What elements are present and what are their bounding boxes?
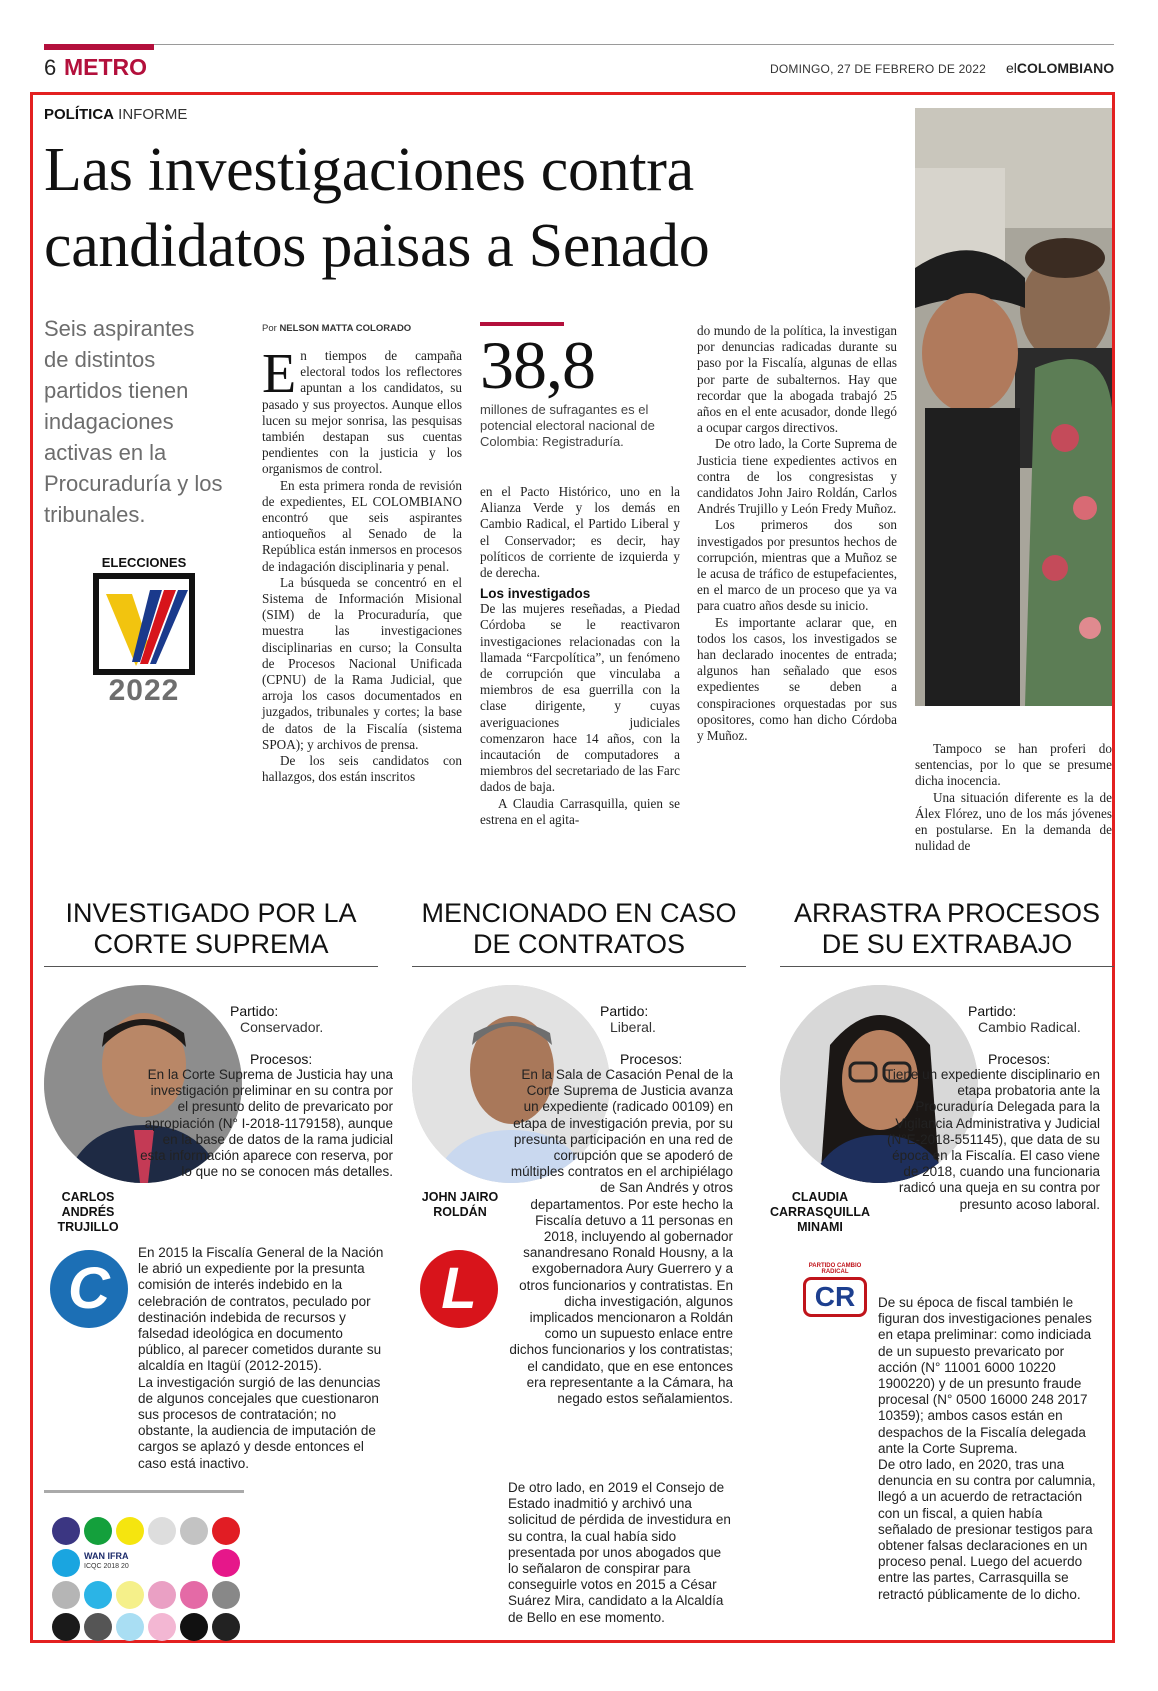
article-column-3: do mundo de la política, la investigan por denuncias radicadas durante su paso por la Fiscalía, algunas de ellas por parte de subalternos. Hay que recordar que la abogada trabajó 25 años en el ente acusador, donde llegó a ocupar cargos directivos. De otro lado, la Corte Suprema de Justicia tiene expedientes activos en contra de los congresistas y candidatos John Jairo Roldán, Carlos Andrés Trujillo y León Fredy Muñoz. Los primeros dos son investigados por presuntos hechos de corrupción, mientras que a Muñoz se le acusa de tráfico de estupefacientes, en el marco de un proceso que ya va para cuatro años desde su inicio. Es importante aclarar que, en todos los casos, los investigados se han declarado inocentes de entrada; algunos han señalado que esos expedientes se deben a conspiraciones orquestadas por sus opositores, como han dicho Córdoba y Muñoz.: [697, 323, 897, 744]
drop-cap: E: [262, 343, 297, 405]
section-name: METRO: [64, 54, 148, 80]
headline: Las investigaciones contra candidatos paisas a Senado: [44, 136, 710, 280]
byline: Por NELSON MATTA COLORADO: [262, 323, 412, 334]
box3-divider: [780, 966, 1114, 967]
cambio-radical-logo: PARTIDO CAMBIO RADICAL CR: [800, 1263, 870, 1317]
page-number: 6: [44, 55, 57, 80]
stat-number: 38,8: [480, 327, 595, 403]
print-rule: [44, 1490, 244, 1493]
check-mark-icon: [92, 572, 196, 676]
box3-text-a: Tiene un expediente disciplinario en etapa probatoria ante la Procuraduría Delegada para la Vigilancia Administrativa y Judicial (N°E-2018-551145), que data de su época en la Fiscalía. El caso viene de 2018, cuando una funcionaria radicó una queja en su contra por presunto acoso laboral.: [885, 1067, 1100, 1212]
lede: Seis aspirantes de distintos partidos tienen indagaciones activas en la Procuraduría y los tribunales.: [44, 316, 223, 527]
color-calibration-marks: [52, 1517, 242, 1637]
elections-2022-logo: ELECCIONES 2022: [92, 555, 196, 705]
box3-candidate-name: CLAUDIA CARRASQUILLA MINAMI: [770, 1190, 870, 1234]
box1-partido: Conservador.: [240, 1019, 324, 1035]
stat-caption: millones de sufragantes es el potencial electoral nacional de Colombia: Registraduría.: [480, 402, 655, 449]
box3-partido: Cambio Radical.: [978, 1019, 1081, 1035]
box2-text-a: En la Sala de Casación Penal de la Corte Suprema de Justicia avanza un expediente (radicado 00109) en etapa de investigación previa, por su presunta participación en una red de corrupción que se apoderó de múltiples contratos en el archipiélago de San Andrés y otros departamentos. Por este hecho la Fiscalía detuvo a 11 personas en 2018, incluyendo al gobernador sanandresano Ronald Housny, a la exgobernadora Aury Guerrero y a otros funcionarios y contratistas. En dicha investigación, algunos implicados mencionaron a Roldán como un supuesto enlace entre dichos funcionarios y los contratistas; el candidato, que en ese entonces era representante a la Cámara, ha negado estos señalamientos.: [509, 1067, 733, 1407]
kicker: POLÍTICA INFORME: [44, 106, 188, 123]
box2-text-b: De otro lado, en 2019 el Consejo de Estado inadmitió y archivó una solicitud de pérdida de investidura en su contra, la cual había sido presentada por unos abogados que lo señalaron de conspirar para conseguirle votos en 2015 a César Suárez Mira, candidato a la Alcaldía de Bello en ese momento.: [508, 1480, 731, 1625]
box1-partido-label: Partido:: [230, 1003, 279, 1019]
box2-title: MENCIONADO EN CASO DE CONTRATOS: [421, 898, 737, 959]
box1-divider: [44, 966, 378, 967]
article-column-4: Tampoco se han proferi do sentencias, por lo que se presume dicha inocencia. Una situación diferente es la de Álex Flórez, uno de los más jóvenes en postularse. En la demanda de nulidad de: [915, 741, 1112, 854]
newspaper-name: elCOLOMBIANO: [1006, 60, 1115, 76]
box3-partido-label: Partido:: [968, 1003, 1017, 1019]
subhead-investigados: Los investigados: [480, 586, 591, 602]
icqc-label: ICQC 2018 20: [84, 1563, 129, 1570]
box1-title: INVESTIGADO POR LA CORTE SUPREMA: [65, 898, 357, 959]
header-rule: [44, 44, 1114, 45]
box1-text-a: En la Corte Suprema de Justicia hay una investigación preliminar en su contra por el presunto delito de prevaricato por apropiación (N° I-2018-1179158), aunque en la base de datos de la rama judicial esta información aparece con reserva, por lo que no se conocen más detalles.: [140, 1067, 393, 1180]
liberal-party-logo: L: [420, 1250, 498, 1328]
wan-ifra-label: WAN IFRA: [84, 1551, 129, 1561]
box1-text-bc: En 2015 la Fiscalía General de la Nación le abrió un expediente por la presunta comisión de interés indebido en la celebración de contratos, peculado por destinación indebida de recursos y falsedad ideológica en documento público, al parecer cometidos durante su alcaldía en Itagüí (2012-2015). La investigación surgió de las denuncias de algunos concejales que cuestionaron sus procesos de contratación; no obstante, la audiencia de imputación de cargos se aplazó y desde entonces el caso está inactivo.: [138, 1245, 384, 1471]
box3-title: ARRASTRA PROCESOS DE SU EXTRABAJO: [793, 898, 1101, 959]
article-column-2: en el Pacto Histórico, uno en la Alianza Verde y los demás en Cambio Radical, el Partido Liberal y el Conservador; es decir, hay políticos de corriente de izquierda y de derecha. Los investigados De las mujeres reseñadas, a Piedad Córdoba se le reactivaron investigaciones relacionadas con la llamada “Farcpolítica”, un fenómeno de corrupción que vinculaba a miembros de esa guerrilla con la clase dirigente, y cuyas averiguaciones judiciales comenzaron hace 14 años, con la incautación de computadores a miembros del secretariado de las Farc dados de baja. A Claudia Carrasquilla, quien se estrena en el agita-: [480, 484, 680, 827]
box3-text-bc: De su época de fiscal también le figuran dos investigaciones penales en etapa preliminar: como indiciada de un supuesto prevaricato por acción (N° 11001 6000 10220 1900220) y de un presunto fraude procesal (N° 0500 16000 248 2017 10359); ambos casos están en despachos de la Fiscalía delegada ante la Corte Suprema. De otro lado, en 2020, tras una denuncia en su contra por calumnia, llegó a un acuerdo de retractación con un fiscal, a quien había señalado de presionar testigos para obtener falsas declaraciones en un proceso penal. Luego del acuerdo entre las partes, Carrasquilla se retractó públicamente de lo dicho.: [878, 1295, 1096, 1602]
issue-date: DOMINGO, 27 DE FEBRERO DE 2022: [770, 62, 987, 76]
box2-divider: [412, 966, 746, 967]
conservative-party-logo: C: [50, 1250, 128, 1328]
box2-procesos-label: Procesos:: [620, 1051, 683, 1067]
box3-procesos-label: Procesos:: [988, 1051, 1051, 1067]
box2-candidate-name: JOHN JAIRO ROLDÁN: [421, 1190, 499, 1219]
box1-procesos-label: Procesos:: [250, 1051, 313, 1067]
box1-candidate-name: CARLOS ANDRÉS TRUJILLO: [57, 1190, 119, 1234]
box2-partido-label: Partido:: [600, 1003, 649, 1019]
article-column-1: En tiempos de campaña electoral todos los reflectores apuntan a los candidatos, su pasado y sus proyectos. Aunque ellos lucen su mejor sonrisa, las pesquisas también destapan sus cuentas pendientes con la justicia y los organismos de control. En esta primera ronda de revisión de expedientes, EL COLOMBIANO encontró que seis aspirantes antioqueños al Senado de la República están inmersos en procesos de indagación disciplinaria y penal. La búsqueda se concentró en el Sistema de Información Misional (SIM) de la Procuraduría, que muestra las investigaciones disciplinarias en curso; la Consulta de Procesos Nacional Unificada (CPNU) de la Rama Judicial, que arroja los casos documentados en juzgados, tribunales y cortes; la base de datos de la Fiscalía (sistema SPOA); y archivos de prensa. De los seis candidatos con hallazgos, dos están inscritos: [262, 343, 462, 785]
box2-partido: Liberal.: [610, 1019, 656, 1035]
crowd-photo: [915, 108, 1112, 706]
section-color-bar: [44, 44, 154, 50]
